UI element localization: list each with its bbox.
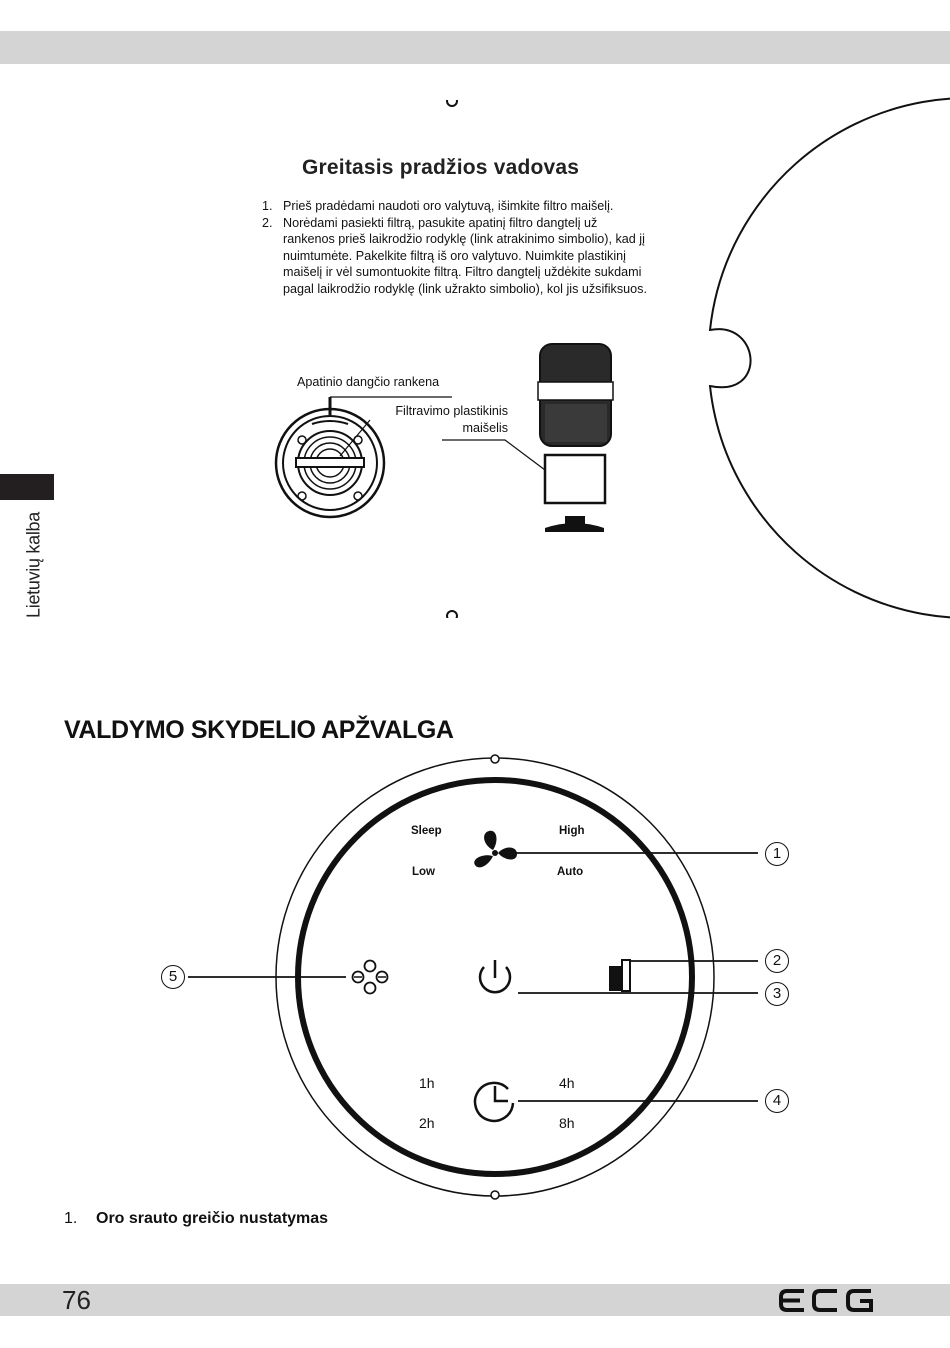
timer-icon [475,1083,513,1121]
fan-speed-low-label: Low [412,866,435,878]
language-label: Lietuvių kalba [23,512,44,618]
timer-8h-label: 8h [559,1115,575,1131]
callout-3: 3 [765,982,789,1006]
callout-2: 2 [765,949,789,973]
list-item: 1. Oro srauto greičio nustatymas [64,1210,329,1227]
mode-icon [353,961,388,994]
bottom-cover-handle-label: Apatinio dangčio rankena [297,375,440,389]
filter-unit-drawing [538,344,613,532]
filter-icon [609,960,630,991]
timer-1h-label: 1h [419,1075,435,1091]
fan-speed-auto-label: Auto [557,866,584,878]
section-title: VALDYMO SKYDELIO APŽVALGA [64,716,454,744]
list-item: 2. Norėdami pasiekti filtrą, pasukite apatinį filtro dangtelį už rankenos prieš laikrodžio rodyklę (link atrakinimo simbolio), kad jį nuimtumėte. Pakelkite filtrą iš oro valytuvo. Nuimkite plastikinį maišelį ir vėl sumontuokite filtrą. Filtro dangtelį uždėkite sukdami pagal laikrodžio rodyklę (link užrakto simbolio), kol jis užsifiksuos. [262,215,647,296]
ecg-logo [778,1287,874,1314]
list-item: 1. Prieš pradėdami naudoti oro valytuvą, išimkite filtro maišelį. [262,199,614,213]
timer-2h-label: 2h [419,1115,435,1131]
timer-4h-label: 4h [559,1075,575,1091]
quick-start-title: Greitasis pradžios vadovas [302,156,580,179]
fan-speed-sleep-label: Sleep [411,825,442,837]
page-number: 76 [62,1285,91,1315]
filter-bag-label: Filtravimo plastikinis maišelis [395,404,508,435]
bottom-cover-drawing [276,397,384,517]
power-icon [480,960,510,992]
fan-speed-high-label: High [559,825,585,837]
fan-icon [474,831,517,868]
callout-4: 4 [765,1089,789,1113]
callout-5: 5 [161,965,185,989]
quick-start-steps [262,198,647,297]
callout-1: 1 [765,842,789,866]
